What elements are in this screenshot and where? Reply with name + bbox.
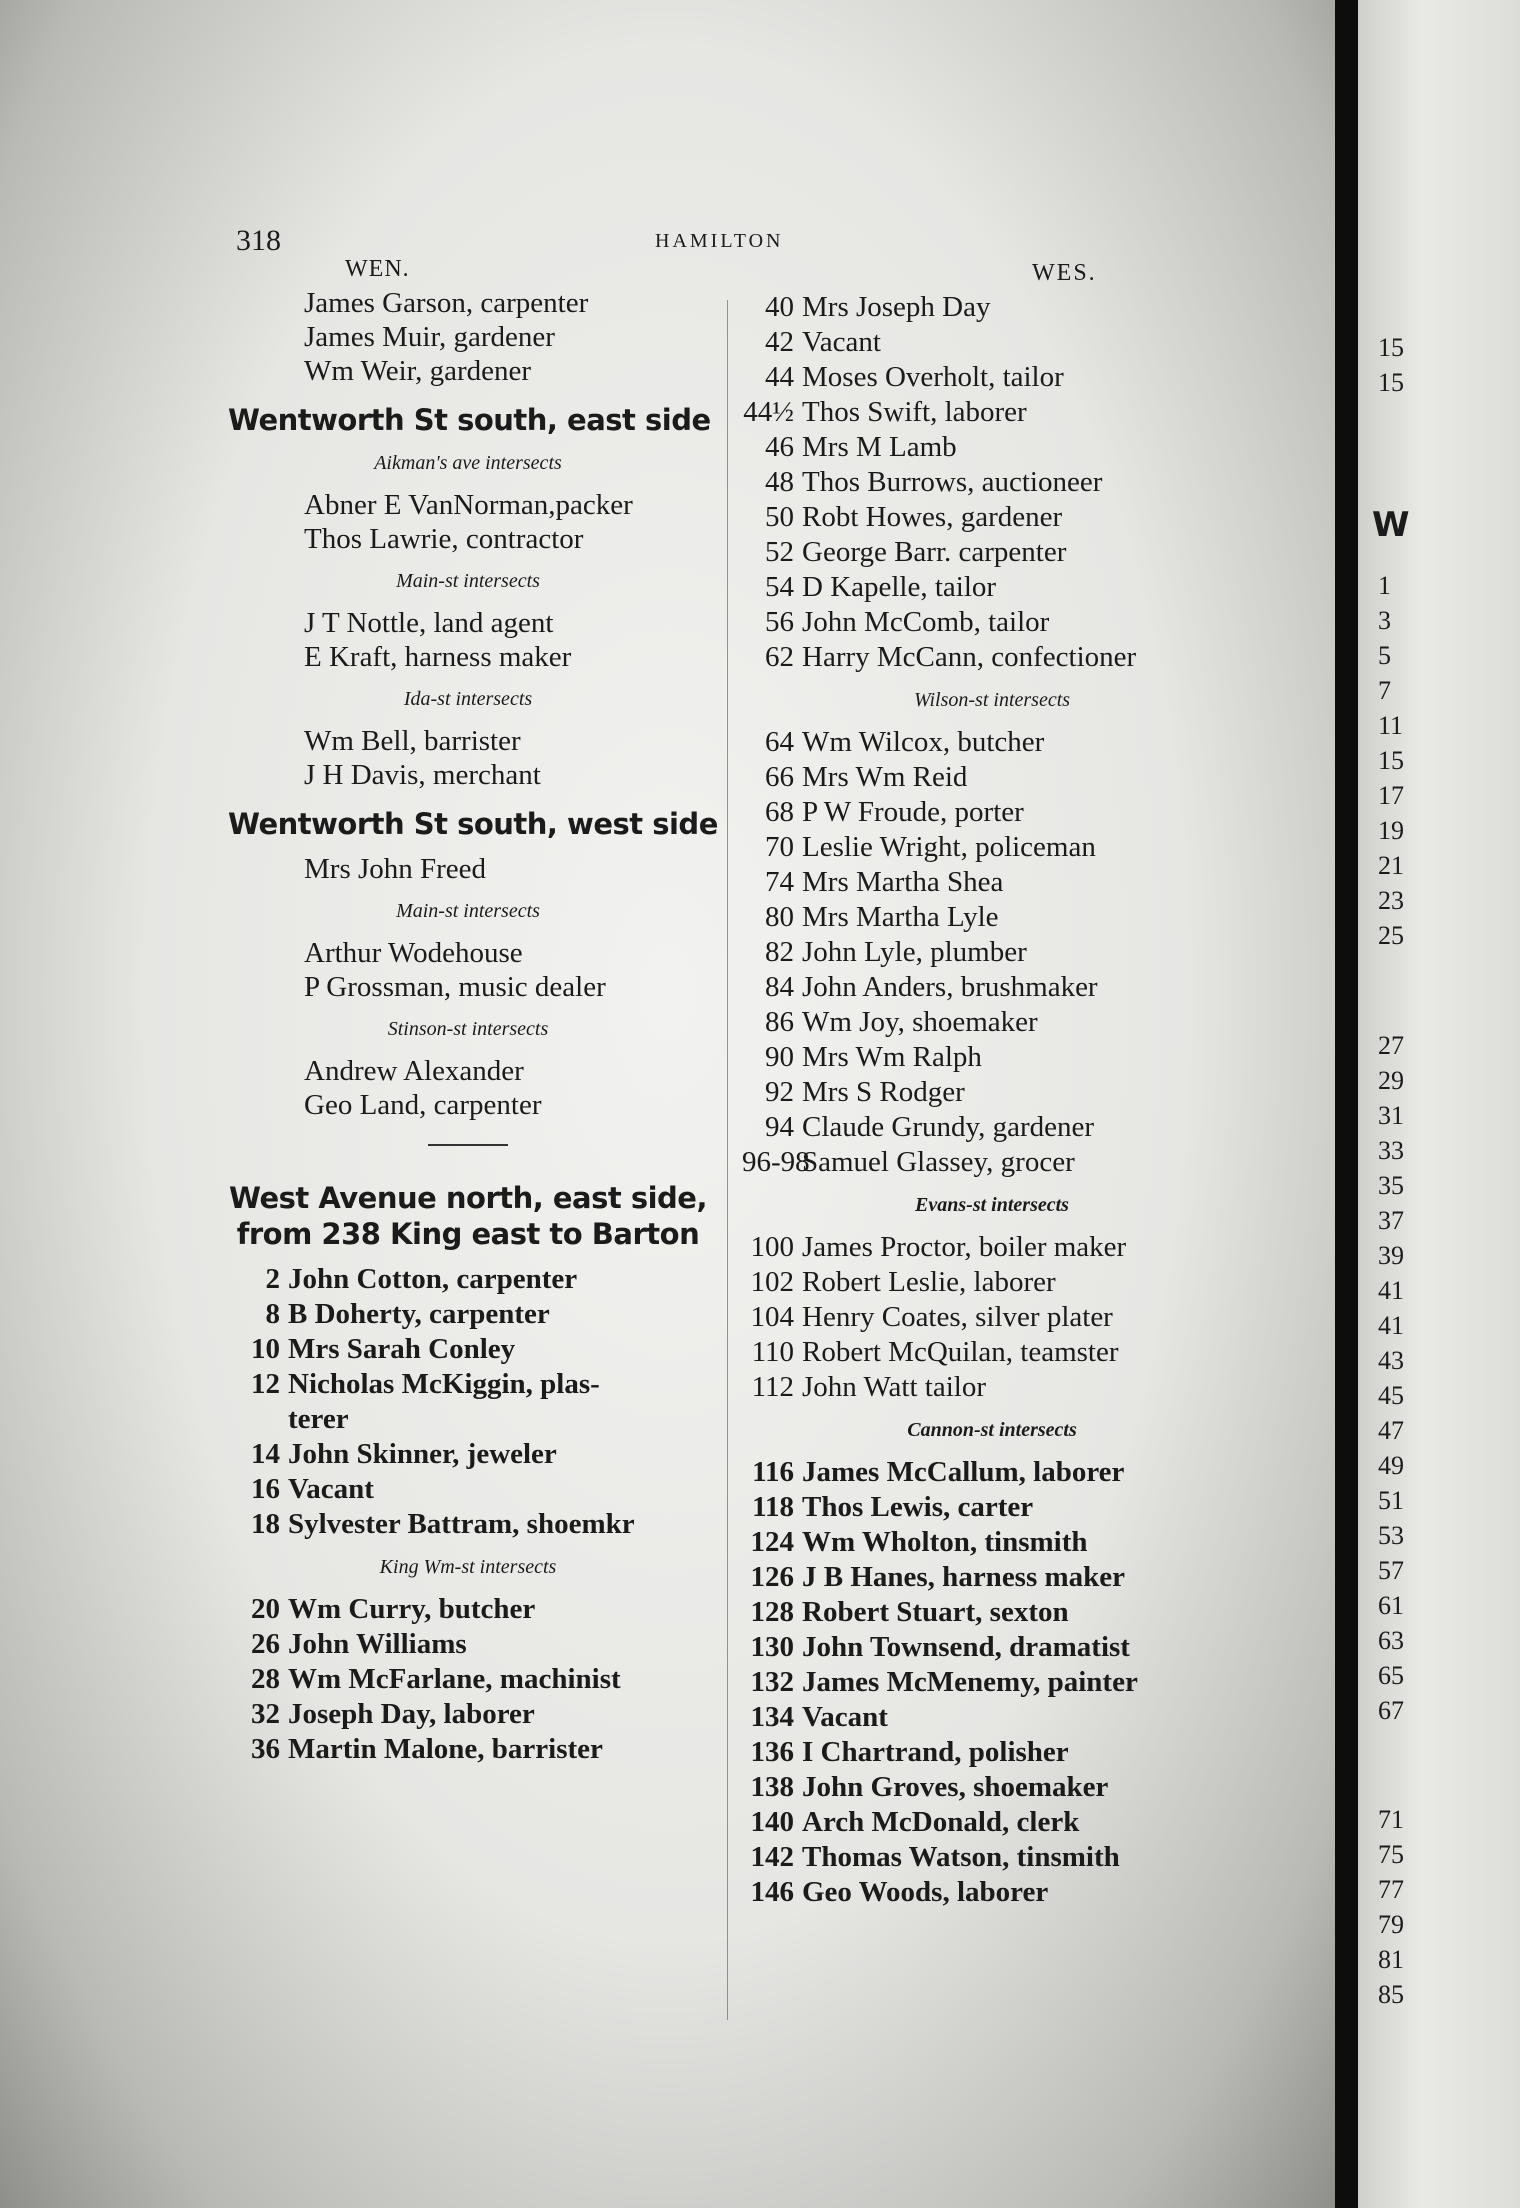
directory-row	[742, 1075, 1242, 1110]
directory-row	[742, 865, 1242, 900]
right-column	[742, 290, 1242, 1910]
numbered-group	[228, 1592, 708, 1767]
resident-entry: Mrs Martha Shea	[802, 866, 1004, 898]
directory-row	[742, 1805, 1242, 1840]
directory-row	[742, 1300, 1242, 1335]
edge-number: 23	[1378, 886, 1404, 915]
directory-entry: J T Nottle, land agent	[304, 607, 554, 639]
directory-entry: Arthur Wodehouse	[304, 937, 523, 969]
directory-row	[742, 1630, 1242, 1665]
resident-entry: terer	[288, 1403, 349, 1435]
directory-row	[228, 1437, 708, 1472]
directory-row	[742, 1875, 1242, 1910]
directory-row	[742, 1735, 1242, 1770]
directory-entry: Mrs John Freed	[304, 853, 487, 885]
next-page-edge	[1358, 0, 1520, 2208]
resident-entry: John Groves, shoemaker	[802, 1771, 1109, 1803]
directory-row	[742, 1455, 1242, 1490]
directory-row	[742, 430, 1242, 465]
resident-entry: Geo Woods, laborer	[802, 1876, 1049, 1908]
directory-entry: Wm Weir, gardener	[304, 355, 532, 387]
resident-entry: James McCallum, laborer	[802, 1456, 1125, 1488]
intersection-note: Wilson-st intersects	[913, 689, 1071, 711]
house-number: 28	[251, 1663, 280, 1695]
resident-entry: Mrs Sarah Conley	[288, 1333, 516, 1365]
house-number	[228, 1402, 288, 1437]
directory-row	[742, 1230, 1242, 1265]
resident-entry: Leslie Wright, policeman	[802, 831, 1096, 863]
house-number: 116	[752, 1456, 794, 1488]
house-number: 110	[751, 1336, 794, 1368]
directory-row	[742, 465, 1242, 500]
resident-entry: Joseph Day, laborer	[288, 1698, 535, 1730]
house-number: 44	[765, 361, 794, 393]
house-number: 84	[765, 971, 794, 1003]
directory-entry: P Grossman, music dealer	[304, 971, 606, 1003]
house-number: 48	[765, 466, 794, 498]
street-heading: Wentworth St south, east side	[228, 403, 711, 437]
resident-entry: Thos Lewis, carter	[802, 1491, 1034, 1523]
resident-entry: Vacant	[288, 1473, 374, 1505]
directory-row	[228, 1262, 708, 1297]
house-number: 138	[750, 1771, 794, 1803]
directory-row	[742, 290, 1242, 325]
edge-number: 21	[1378, 851, 1404, 880]
resident-entry: Mrs M Lamb	[802, 431, 957, 463]
edge-number: 47	[1378, 1416, 1404, 1445]
house-number: 112	[751, 1371, 794, 1403]
edge-number: 51	[1378, 1486, 1404, 1515]
directory-row	[228, 1732, 708, 1767]
edge-number: 77	[1378, 1875, 1404, 1904]
page-number: 318	[236, 224, 281, 257]
numbered-group	[228, 1262, 708, 1542]
directory-row	[228, 1332, 708, 1367]
group	[228, 286, 708, 388]
intersection-note: Stinson-st intersects	[387, 1018, 549, 1040]
resident-entry: Mrs Wm Ralph	[802, 1041, 982, 1073]
directory-entry: James Muir, gardener	[304, 321, 555, 353]
edge-number: 45	[1378, 1381, 1404, 1410]
house-number: 20	[251, 1593, 280, 1625]
resident-entry: Arch McDonald, clerk	[802, 1806, 1080, 1838]
directory-row	[742, 935, 1242, 970]
edge-number: 19	[1378, 816, 1404, 845]
house-number: 62	[765, 641, 794, 673]
edge-number: 15	[1378, 333, 1404, 362]
directory-entry: James Garson, carpenter	[304, 287, 589, 319]
edge-number: 3	[1378, 606, 1391, 635]
resident-entry: Wm Joy, shoemaker	[802, 1006, 1038, 1038]
resident-entry: B Doherty, carpenter	[288, 1298, 550, 1330]
directory-row	[228, 1592, 708, 1627]
resident-entry: Moses Overholt, tailor	[802, 361, 1064, 393]
resident-entry: Thos Burrows, auctioneer	[802, 466, 1103, 498]
resident-entry: Sylvester Battram, shoemkr	[288, 1508, 635, 1540]
edge-number: 1	[1378, 571, 1391, 600]
house-number: 36	[251, 1733, 280, 1765]
left-column	[228, 286, 718, 1767]
intersection-note: Main-st intersects	[396, 900, 540, 922]
edge-number: 29	[1378, 1066, 1404, 1095]
resident-entry: John McComb, tailor	[802, 606, 1050, 638]
edge-number: 15	[1378, 368, 1404, 397]
resident-entry: Robert Stuart, sexton	[802, 1596, 1069, 1628]
house-number: 16	[251, 1473, 280, 1505]
edge-number: 7	[1378, 676, 1391, 705]
edge-number: 33	[1378, 1136, 1404, 1165]
directory-entry: Abner E VanNorman,packer	[304, 489, 633, 521]
directory-row	[742, 640, 1242, 675]
directory-row	[742, 1370, 1242, 1405]
edge-number: 81	[1378, 1945, 1404, 1974]
group	[228, 724, 708, 792]
resident-entry: Mrs Joseph Day	[802, 291, 991, 323]
house-number: 56	[765, 606, 794, 638]
resident-entry: P W Froude, porter	[802, 796, 1024, 828]
resident-entry: John Skinner, jeweler	[288, 1438, 557, 1470]
section-rule	[428, 1144, 508, 1146]
resident-entry: Martin Malone, barrister	[288, 1733, 603, 1765]
resident-entry: Nicholas McKiggin, plas-	[288, 1368, 600, 1400]
resident-entry: Robt Howes, gardener	[802, 501, 1063, 533]
resident-entry: John Williams	[288, 1628, 467, 1660]
numbered-group	[742, 290, 1242, 675]
directory-row	[742, 1040, 1242, 1075]
group	[228, 606, 708, 674]
directory-row	[742, 1335, 1242, 1370]
resident-entry: John Watt tailor	[802, 1371, 986, 1403]
directory-row	[742, 395, 1242, 430]
house-number: 42	[765, 326, 794, 358]
edge-number: 79	[1378, 1910, 1404, 1939]
house-number: 68	[765, 796, 794, 828]
running-title: HAMILTON	[655, 230, 784, 252]
edge-number: 75	[1378, 1840, 1404, 1869]
house-number: 12	[251, 1368, 280, 1400]
edge-number: 53	[1378, 1521, 1404, 1550]
numbered-group	[742, 1455, 1242, 1910]
numbered-group	[742, 725, 1242, 1180]
house-number: 40	[765, 291, 794, 323]
directory-entry: Geo Land, carpenter	[304, 1089, 542, 1121]
house-number: 128	[750, 1596, 794, 1628]
resident-entry: Henry Coates, silver plater	[802, 1301, 1113, 1333]
edge-number: 15	[1378, 746, 1404, 775]
resident-entry: James Proctor, boiler maker	[802, 1231, 1127, 1263]
resident-entry: John Cotton, carpenter	[288, 1263, 578, 1295]
house-number: 54	[765, 571, 794, 603]
resident-entry: Mrs S Rodger	[802, 1076, 965, 1108]
directory-row	[228, 1472, 708, 1507]
house-number: 136	[750, 1736, 794, 1768]
edge-number: 27	[1378, 1031, 1404, 1060]
directory-row	[742, 900, 1242, 935]
directory-row	[742, 570, 1242, 605]
resident-entry: D Kapelle, tailor	[802, 571, 997, 603]
directory-row	[742, 1595, 1242, 1630]
resident-entry: Wm Curry, butcher	[288, 1593, 536, 1625]
intersection-note: Cannon-st intersects	[907, 1419, 1077, 1441]
intersection-note: Aikman's ave intersects	[374, 452, 562, 474]
directory-row	[742, 970, 1242, 1005]
directory-row	[742, 1770, 1242, 1805]
house-number: 32	[251, 1698, 280, 1730]
edge-number: 35	[1378, 1171, 1404, 1200]
resident-entry: Wm Wholton, tinsmith	[802, 1526, 1088, 1558]
edge-number: 17	[1378, 781, 1404, 810]
house-number: 50	[765, 501, 794, 533]
house-number: 92	[765, 1076, 794, 1108]
house-number: 64	[765, 726, 794, 758]
house-number: 70	[765, 831, 794, 863]
directory-row	[742, 1005, 1242, 1040]
house-number: 66	[765, 761, 794, 793]
house-number: 2	[265, 1263, 280, 1295]
edge-number: 71	[1378, 1805, 1404, 1834]
resident-entry: I Chartrand, polisher	[802, 1736, 1069, 1768]
resident-entry: Samuel Glassey, grocer	[802, 1146, 1075, 1178]
edge-number: 65	[1378, 1661, 1404, 1690]
group	[228, 852, 708, 886]
resident-entry: Claude Grundy, gardener	[802, 1111, 1095, 1143]
resident-entry: Robert McQuilan, teamster	[802, 1336, 1119, 1368]
directory-row	[742, 605, 1242, 640]
directory-row	[742, 1700, 1242, 1735]
house-number: 90	[765, 1041, 794, 1073]
resident-entry: John Townsend, dramatist	[802, 1631, 1130, 1663]
guide-word-left: WEN.	[345, 256, 410, 282]
directory-row	[228, 1627, 708, 1662]
directory-row	[742, 1265, 1242, 1300]
directory-row	[742, 725, 1242, 760]
edge-number: 63	[1378, 1626, 1404, 1655]
directory-row	[742, 830, 1242, 865]
intersection-note: Main-st intersects	[396, 570, 540, 592]
directory-row	[228, 1662, 708, 1697]
directory-entry: J H Davis, merchant	[304, 759, 541, 791]
directory-row	[742, 360, 1242, 395]
house-number: 134	[750, 1701, 794, 1733]
resident-entry: John Lyle, plumber	[802, 936, 1027, 968]
resident-entry: George Barr. carpenter	[802, 536, 1067, 568]
edge-number: 31	[1378, 1101, 1404, 1130]
resident-entry: Harry McCann, confectioner	[802, 641, 1137, 673]
edge-group	[1358, 1028, 1404, 1728]
directory-row	[742, 1525, 1242, 1560]
house-number: 82	[765, 936, 794, 968]
house-number: 18	[251, 1508, 280, 1540]
resident-entry: Thomas Watson, tinsmith	[802, 1841, 1120, 1873]
edge-number: 61	[1378, 1591, 1404, 1620]
edge-group	[1358, 1802, 1404, 2012]
house-number: 146	[750, 1876, 794, 1908]
edge-group	[1358, 568, 1404, 953]
book-gutter	[1335, 0, 1358, 2208]
house-number: 26	[251, 1628, 280, 1660]
resident-entry: J B Hanes, harness maker	[802, 1561, 1126, 1593]
resident-entry: Mrs Martha Lyle	[802, 901, 999, 933]
house-number: 96-98	[742, 1146, 810, 1178]
house-number: 80	[765, 901, 794, 933]
directory-row	[228, 1297, 708, 1332]
edge-number: 49	[1378, 1451, 1404, 1480]
directory-row	[742, 325, 1242, 360]
intersection-note: Ida-st intersects	[403, 688, 533, 710]
edge-number: 37	[1378, 1206, 1404, 1235]
edge-number: 25	[1378, 921, 1404, 950]
directory-row	[742, 1665, 1242, 1700]
house-number: 86	[765, 1006, 794, 1038]
guide-word-right: WES.	[1032, 260, 1097, 286]
edge-group	[1358, 330, 1404, 400]
resident-entry: John Anders, brushmaker	[802, 971, 1098, 1003]
edge-number: 43	[1378, 1346, 1404, 1375]
resident-entry: Vacant	[802, 326, 881, 358]
directory-entry: E Kraft, harness maker	[304, 641, 572, 673]
house-number: 94	[765, 1111, 794, 1143]
house-number: 44½	[743, 396, 794, 428]
house-number: 104	[750, 1301, 794, 1333]
house-number: 14	[251, 1438, 280, 1470]
edge-number: 67	[1378, 1696, 1404, 1725]
house-number: 130	[750, 1631, 794, 1663]
house-number: 126	[750, 1561, 794, 1593]
resident-entry: Mrs Wm Reid	[802, 761, 968, 793]
directory-row	[742, 795, 1242, 830]
house-number: 142	[750, 1841, 794, 1873]
house-number: 10	[251, 1333, 280, 1365]
house-number: 52	[765, 536, 794, 568]
house-number: 124	[750, 1526, 794, 1558]
street-heading: Wentworth St south, west side	[228, 807, 718, 841]
edge-number: 85	[1378, 1980, 1404, 2009]
street-heading: West Avenue north, east side, from 238 King east to Barton	[229, 1181, 707, 1251]
directory-entry: Wm Bell, barrister	[304, 725, 521, 757]
resident-entry: Vacant	[802, 1701, 888, 1733]
resident-entry: Robert Leslie, laborer	[802, 1266, 1056, 1298]
house-number: 118	[752, 1491, 794, 1523]
directory-row	[228, 1697, 708, 1732]
edge-heading: W	[1372, 505, 1410, 545]
house-number: 100	[750, 1231, 794, 1263]
directory-row	[228, 1402, 708, 1437]
edge-number: 41	[1378, 1311, 1404, 1340]
group	[228, 488, 708, 556]
directory-row	[742, 1145, 1242, 1180]
house-number: 140	[750, 1806, 794, 1838]
numbered-group	[742, 1230, 1242, 1405]
house-number: 46	[765, 431, 794, 463]
group	[228, 936, 708, 1004]
resident-entry: Wm McFarlane, machinist	[288, 1663, 621, 1695]
resident-entry: James McMenemy, painter	[802, 1666, 1138, 1698]
directory-row	[228, 1507, 708, 1542]
house-number: 74	[765, 866, 794, 898]
column-divider	[727, 300, 728, 2020]
edge-number: 57	[1378, 1556, 1404, 1585]
edge-number: 11	[1378, 711, 1404, 740]
directory-row	[228, 1367, 708, 1402]
intersection-note: Evans-st intersects	[915, 1194, 1069, 1216]
house-number: 132	[750, 1666, 794, 1698]
group	[228, 1054, 708, 1122]
intersection-note: King Wm-st intersects	[379, 1556, 557, 1578]
edge-number: 5	[1378, 641, 1391, 670]
resident-entry: Thos Swift, laborer	[802, 396, 1027, 428]
house-number: 102	[750, 1266, 794, 1298]
directory-row	[742, 535, 1242, 570]
directory-row	[742, 1110, 1242, 1145]
resident-entry: Wm Wilcox, butcher	[802, 726, 1045, 758]
directory-row	[742, 500, 1242, 535]
edge-number: 41	[1378, 1276, 1404, 1305]
directory-row	[742, 760, 1242, 795]
directory-entry: Thos Lawrie, contractor	[304, 523, 584, 555]
directory-entry: Andrew Alexander	[304, 1055, 524, 1087]
directory-row	[742, 1490, 1242, 1525]
edge-number: 39	[1378, 1241, 1404, 1270]
directory-row	[742, 1840, 1242, 1875]
house-number: 8	[265, 1298, 280, 1330]
directory-row	[742, 1560, 1242, 1595]
